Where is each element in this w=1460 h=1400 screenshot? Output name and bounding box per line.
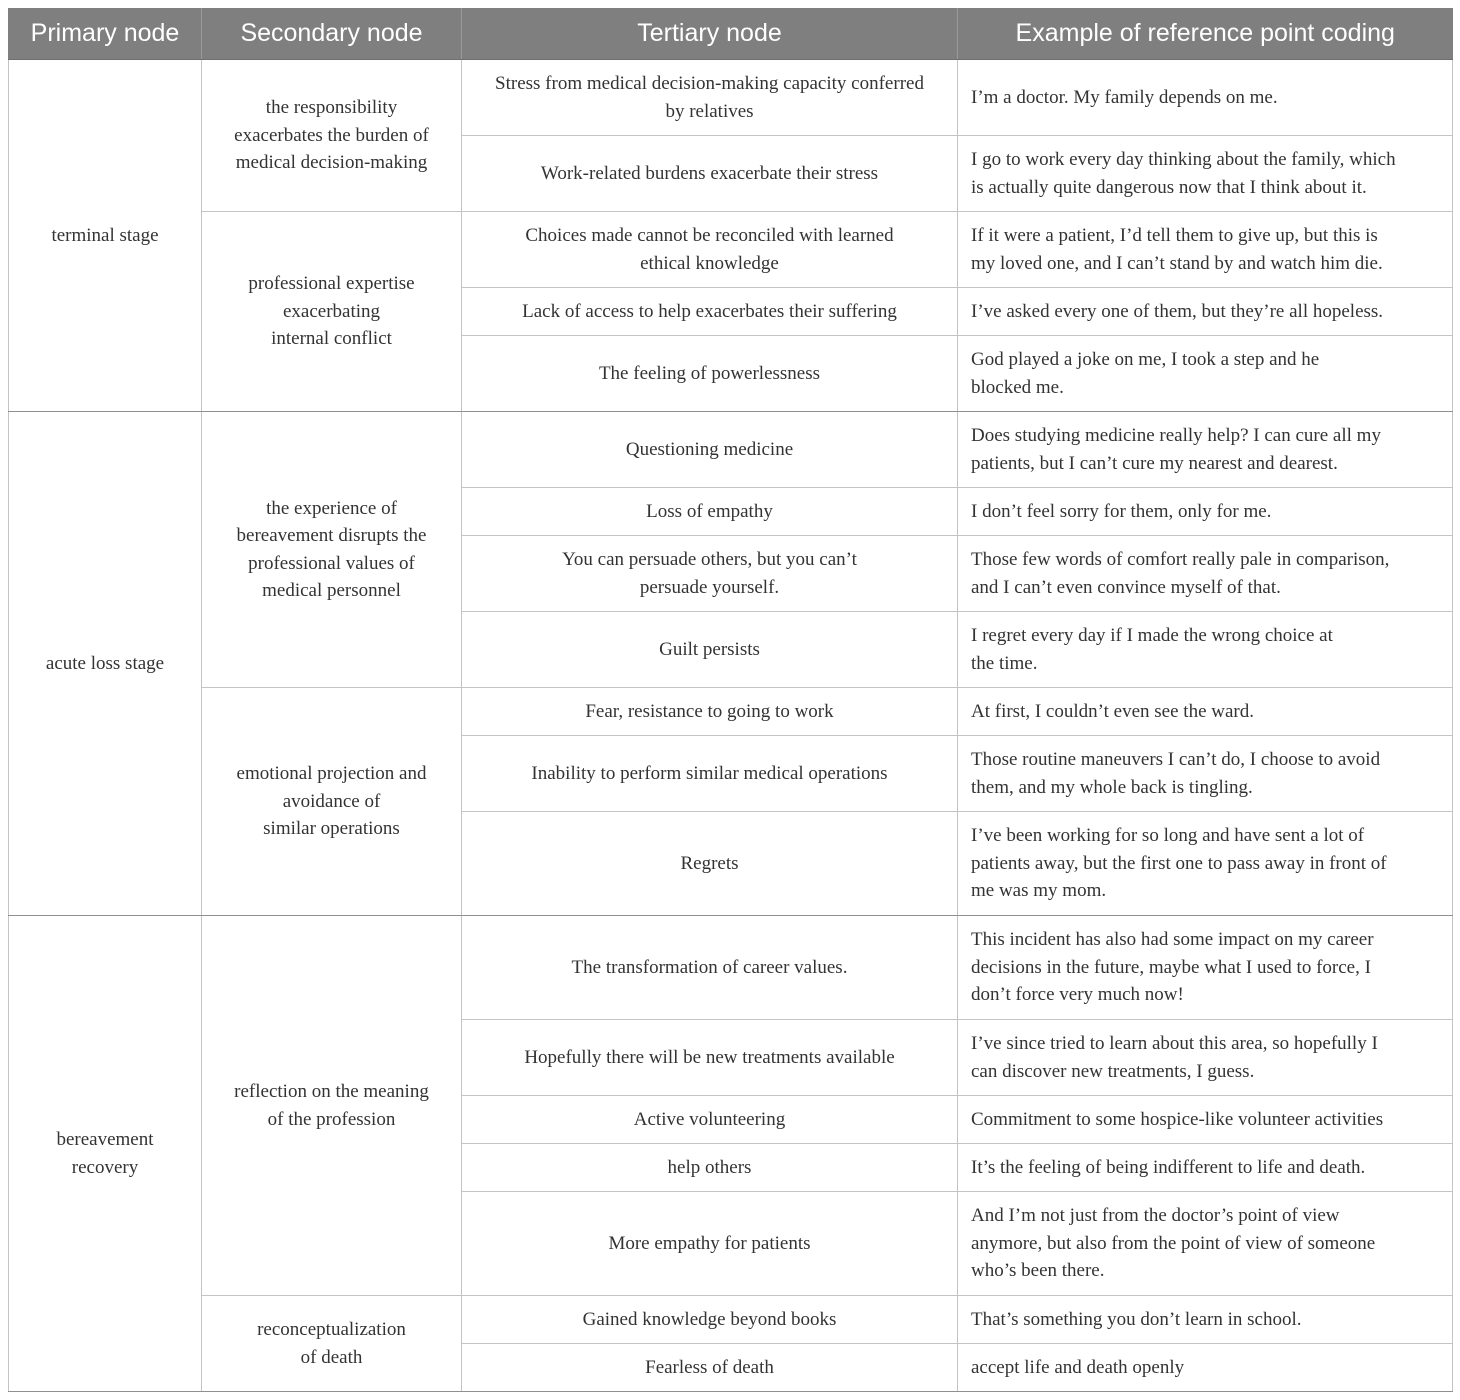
tertiary-node-cell: Stress from medical decision-making capacity conferred by relatives (462, 60, 958, 136)
tertiary-node-cell: Fearless of death (462, 1344, 958, 1392)
tertiary-node-cell: Work-related burdens exacerbate their stress (462, 136, 958, 212)
example-coding-cell: Those routine maneuvers I can’t do, I choose to avoid them, and my whole back is tingling. (958, 736, 1453, 812)
example-coding-cell: And I’m not just from the doctor’s point of view anymore, but also from the point of view of someone who’s been there. (958, 1192, 1453, 1296)
example-coding-cell: Commitment to some hospice-like volunteer activities (958, 1096, 1453, 1144)
example-coding-cell: I’ve since tried to learn about this area, so hopefully I can discover new treatments, I guess. (958, 1020, 1453, 1096)
secondary-node-cell: reconceptualization of death (202, 1296, 462, 1392)
example-coding-cell: God played a joke on me, I took a step and he blocked me. (958, 336, 1453, 412)
header-row (9, 8, 1453, 60)
tertiary-node-cell: Inability to perform similar medical operations (462, 736, 958, 812)
coding-table (8, 8, 1453, 1392)
example-coding-cell: I’ve asked every one of them, but they’re all hopeless. (958, 288, 1453, 336)
tertiary-node-cell: Lack of access to help exacerbates their suffering (462, 288, 958, 336)
tertiary-node-cell: help others (462, 1144, 958, 1192)
example-coding-cell: I don’t feel sorry for them, only for me. (958, 488, 1453, 536)
table-row (9, 412, 1453, 488)
tertiary-node-cell: Guilt persists (462, 612, 958, 688)
secondary-node-cell: professional expertise exacerbating internal conflict (202, 212, 462, 412)
header-primary-node: Primary node (9, 8, 202, 60)
header-tertiary-node: Tertiary node (462, 8, 958, 60)
tertiary-node-cell: Loss of empathy (462, 488, 958, 536)
tertiary-node-cell: Active volunteering (462, 1096, 958, 1144)
primary-node-cell: acute loss stage (9, 412, 202, 916)
primary-node-cell: bereavement recovery (9, 916, 202, 1392)
tertiary-node-cell: Choices made cannot be reconciled with learned ethical knowledge (462, 212, 958, 288)
table-row (9, 1296, 1453, 1344)
tertiary-node-cell: Regrets (462, 812, 958, 916)
example-coding-cell: Does studying medicine really help? I can cure all my patients, but I can’t cure my nearest and dearest. (958, 412, 1453, 488)
header-secondary-node: Secondary node (202, 8, 462, 60)
example-coding-cell: It’s the feeling of being indifferent to life and death. (958, 1144, 1453, 1192)
header-example-coding: Example of reference point coding (958, 8, 1453, 60)
tertiary-node-cell: The feeling of powerlessness (462, 336, 958, 412)
primary-node-cell: terminal stage (9, 60, 202, 412)
table-body (9, 60, 1453, 1392)
example-coding-cell: That’s something you don’t learn in school. (958, 1296, 1453, 1344)
example-coding-cell: At first, I couldn’t even see the ward. (958, 688, 1453, 736)
tertiary-node-cell: More empathy for patients (462, 1192, 958, 1296)
example-coding-cell: I regret every day if I made the wrong choice at the time. (958, 612, 1453, 688)
tertiary-node-cell: Gained knowledge beyond books (462, 1296, 958, 1344)
table-row (9, 212, 1453, 288)
example-coding-cell: accept life and death openly (958, 1344, 1453, 1392)
tertiary-node-cell: The transformation of career values. (462, 916, 958, 1020)
secondary-node-cell: emotional projection and avoidance of similar operations (202, 688, 462, 916)
tertiary-node-cell: Fear, resistance to going to work (462, 688, 958, 736)
table-row (9, 688, 1453, 736)
table-header (9, 8, 1453, 60)
example-coding-cell: If it were a patient, I’d tell them to give up, but this is my loved one, and I can’t stand by and watch him die. (958, 212, 1453, 288)
secondary-node-cell: reflection on the meaning of the profession (202, 916, 462, 1296)
table-row (9, 60, 1453, 136)
tertiary-node-cell: Hopefully there will be new treatments available (462, 1020, 958, 1096)
example-coding-cell: I go to work every day thinking about the family, which is actually quite dangerous now that I think about it. (958, 136, 1453, 212)
secondary-node-cell: the responsibility exacerbates the burden of medical decision-making (202, 60, 462, 212)
example-coding-cell: Those few words of comfort really pale in comparison, and I can’t even convince myself of that. (958, 536, 1453, 612)
example-coding-cell: This incident has also had some impact on my career decisions in the future, maybe what I used to force, I don’t force very much now! (958, 916, 1453, 1020)
table-row (9, 916, 1453, 1020)
example-coding-cell: I’m a doctor. My family depends on me. (958, 60, 1453, 136)
example-coding-cell: I’ve been working for so long and have sent a lot of patients away, but the first one to pass away in front of me was my mom. (958, 812, 1453, 916)
secondary-node-cell: the experience of bereavement disrupts the professional values of medical personnel (202, 412, 462, 688)
tertiary-node-cell: Questioning medicine (462, 412, 958, 488)
tertiary-node-cell: You can persuade others, but you can’t persuade yourself. (462, 536, 958, 612)
